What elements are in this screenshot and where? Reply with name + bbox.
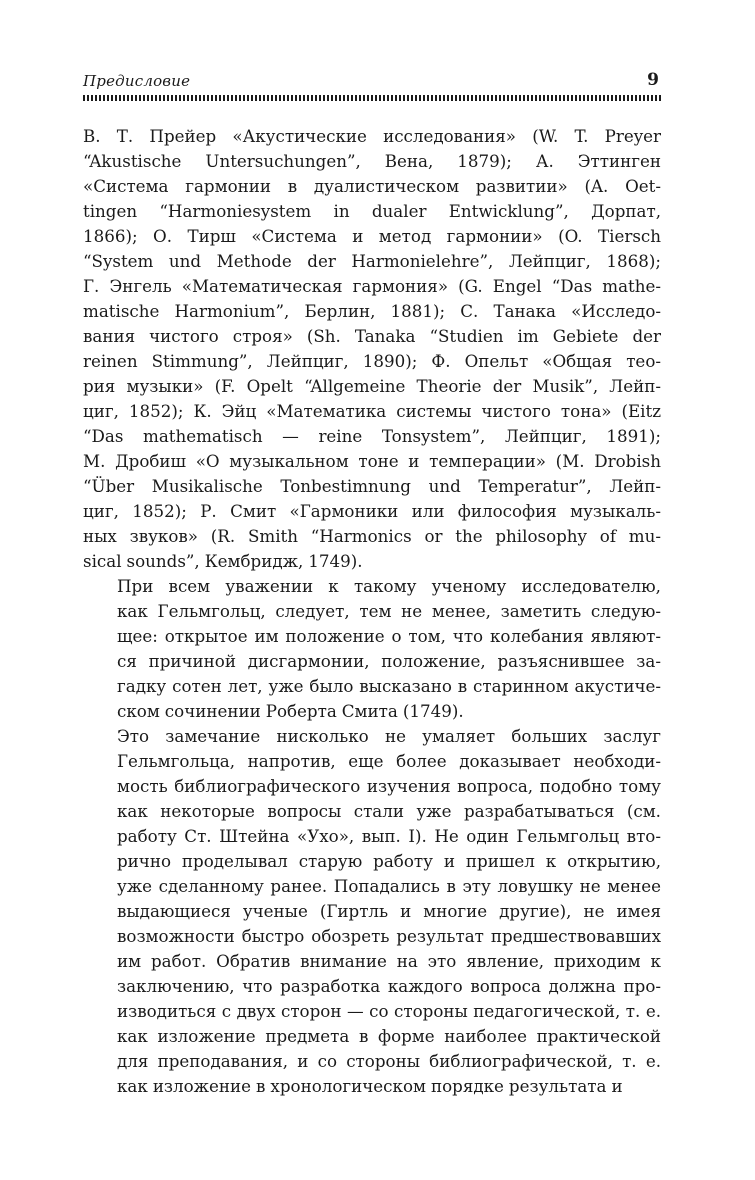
text-line: “System und Methode der Harmonielehre”, Лейпциг, 1868); <box>83 251 661 271</box>
text-line: tingen “Harmoniesystem in dualer Entwicklung”, Дорпат, <box>83 201 661 221</box>
text-line: sical sounds”, Кембридж, 1749). <box>83 551 363 571</box>
text-line: мость библиографического изучения вопроса, подобно тому <box>117 776 661 796</box>
text-line: работу Ст. Штейна «Ухо», вып. I). Не один Гельмгольц вто- <box>117 826 661 846</box>
text-line: matische Harmonium”, Берлин, 1881); С. Танака «Исследо- <box>83 301 661 321</box>
paragraph <box>83 124 661 574</box>
text-line: рия музыки» (F. Opelt “Allgemeine Theorie der Musik”, Лейп- <box>83 376 661 396</box>
text-line: “Akustische Untersuchungen”, Вена, 1879); А. Эттинген <box>83 151 661 171</box>
header-dotted-rule <box>83 95 661 101</box>
text-line: 1866); О. Тирш «Система и метод гармонии» (O. Tiersch <box>83 226 661 246</box>
book-page <box>83 68 661 1099</box>
text-line: как некоторые вопросы стали уже разрабатываться (см. <box>117 801 661 821</box>
text-line: «Система гармонии в дуалистическом развитии» (A. Oet- <box>83 176 661 196</box>
text-line: для преподавания, и со стороны библиографической, т. е. <box>117 1051 661 1071</box>
text-line: как изложение в хронологическом порядке результата и <box>117 1076 623 1096</box>
text-line: ных звуков» (R. Smith “Harmonics or the philosophy of mu- <box>83 526 661 546</box>
text-line: щее: открытое им положение о том, что колебания являют- <box>117 626 661 646</box>
text-line: рично проделывал старую работу и пришел к открытию, <box>117 851 661 871</box>
running-head <box>83 68 661 90</box>
text-line: “Über Musikalische Tonbestimnung und Temperatur”, Лейп- <box>83 476 661 496</box>
text-line: возможности быстро обозреть результат предшествовавших <box>117 926 661 946</box>
text-line: М. Дробиш «О музыкальном тоне и темперации» (M. Drobish <box>83 451 661 471</box>
text-line: циг, 1852); Р. Смит «Гармоники или философия музыкаль- <box>83 501 661 521</box>
text-line: “Das mathematisch — reine Tonsystem”, Лейпциг, 1891); <box>83 426 661 446</box>
text-line: как Гельмгольц, следует, тем не менее, заметить следую- <box>117 601 661 621</box>
text-line: циг, 1852); К. Эйц «Математика системы чистого тона» (Eitz <box>83 401 661 421</box>
body-text <box>83 124 661 1099</box>
text-line: заключению, что разработка каждого вопроса должна про- <box>117 976 661 996</box>
paragraph <box>83 574 661 724</box>
text-line: Г. Энгель «Математическая гармония» (G. Engel “Das mathe- <box>83 276 661 296</box>
text-line: как изложение предмета в форме наиболее практической <box>117 1026 661 1046</box>
text-line: изводиться с двух сторон — со стороны педагогической, т. е. <box>117 1001 661 1021</box>
text-line: reinen Stimmung”, Лейпциг, 1890); Ф. Опельт «Общая тео- <box>83 351 661 371</box>
text-line: гадку сотен лет, уже было высказано в старинном акустиче- <box>117 676 661 696</box>
page-number: 9 <box>647 70 659 90</box>
text-line: им работ. Обратив внимание на это явление, приходим к <box>117 951 661 971</box>
text-line: ском сочинении Роберта Смита (1749). <box>117 701 464 721</box>
text-line: выдающиеся ученые (Гиртль и многие другие), не имея <box>117 901 661 921</box>
text-line: уже сделанному ранее. Попадались в эту ловушку не менее <box>117 876 661 896</box>
text-line: В. Т. Прейер «Акустические исследования» (W. T. Preyer <box>83 126 661 146</box>
text-line: Гельмгольца, напротив, еще более доказывает необходи- <box>117 751 661 771</box>
paragraph <box>83 724 661 1099</box>
text-line: При всем уважении к такому ученому исследователю, <box>117 576 661 596</box>
text-line: вания чистого строя» (Sh. Tanaka “Studien im Gebiete der <box>83 326 661 346</box>
text-line: ся причиной дисгармонии, положение, разъяснившее за- <box>117 651 661 671</box>
text-line: Это замечание нисколько не умаляет больших заслуг <box>117 726 661 746</box>
running-title: Предисловие <box>83 72 191 90</box>
